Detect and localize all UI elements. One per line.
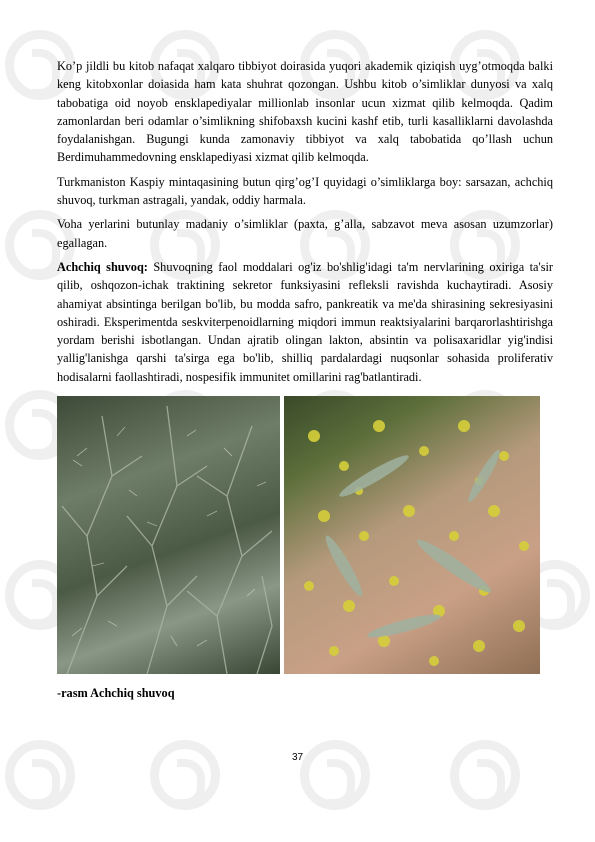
watermark-logo xyxy=(450,740,520,810)
paragraph-wormwood xyxy=(57,258,553,386)
paragraph-oasis: Voha yerlarini butunlay madaniy o’simliklar (paxta, g’alla, sabzavot meva asosan uzumzorlar) egallagan. xyxy=(57,217,553,250)
wormwood-plant-photo xyxy=(57,396,280,674)
wormwood-dried-flowers-photo xyxy=(284,396,540,674)
figure-images xyxy=(57,396,553,674)
paragraph-turkmenistan: Turkmaniston Kaspiy mintaqasining butun qirg’og’I quyidagi o’simliklarga boy: sarsazan, achchiq shuvoq, turkman astragali, yandak, oddiy harmala. xyxy=(57,174,553,208)
paragraph-body: Shuvoqning faol moddalari og'iz bo'shlig'idagi ta'm nervlarining oxiriga ta'sir qilib, oshqozon-ichak traktining sekretor funksiyasini refleksli ravishda kuchaytiradi. Asosiy ahamiyat absintinga berilgan bo'lib, bu modda safro, pankreatik va me'da shirasining sekresiyasini oshiradi. Eksperimentda seskviterpenoidlarning miqdori immun reaktsiyalarini barqarorlashtirishga yordam berishi isbotlangan. Undan ajratib olingan lakton, absintin va polisaxaridlar yig'indisi yallig'lanishga qarshi ta'sirga ega bo'lib, shilliq pardalardagi nuqsonlar sohasida proliferativ hodisalarni faollashtiradi, nospesifik immunitet omillarini rag'batlantiradi. xyxy=(57,259,554,384)
figure-caption: -rasm Achchiq shuvoq xyxy=(57,686,175,701)
page-content xyxy=(57,57,553,701)
watermark-logo xyxy=(300,740,370,810)
watermark-logo xyxy=(150,740,220,810)
paragraph-lead-term: Achchiq shuvoq: xyxy=(57,259,148,274)
page-number: 37 xyxy=(291,752,304,763)
watermark-logo xyxy=(5,740,75,810)
paragraph-intro: Ko’p jildli bu kitob nafaqat xalqaro tibbiyot doirasida yuqori akademik qiziqish uyg’otmoqda balki keng kitobxonlar doiasida ham kata shuhrat qozongan. Ushbu kitob o’simliklar dunyosi va xalq tabobatiga oid noyob ensklapediyalar millionlab insonlar ucun xizmat qilib kelmoqda. Qadim zamonlardan beri odamlar o’simlikning shifobaxsh kucini kashf etib, turli kasalliklarni davolashda foydalanishgan. Bugungi kunda zamonaviy tibbiyot va xalq tabobatida qo’llash uchun Berdimuhammedovning ensklapediyasi xizmat qilib kelmoqda. xyxy=(57,59,553,165)
